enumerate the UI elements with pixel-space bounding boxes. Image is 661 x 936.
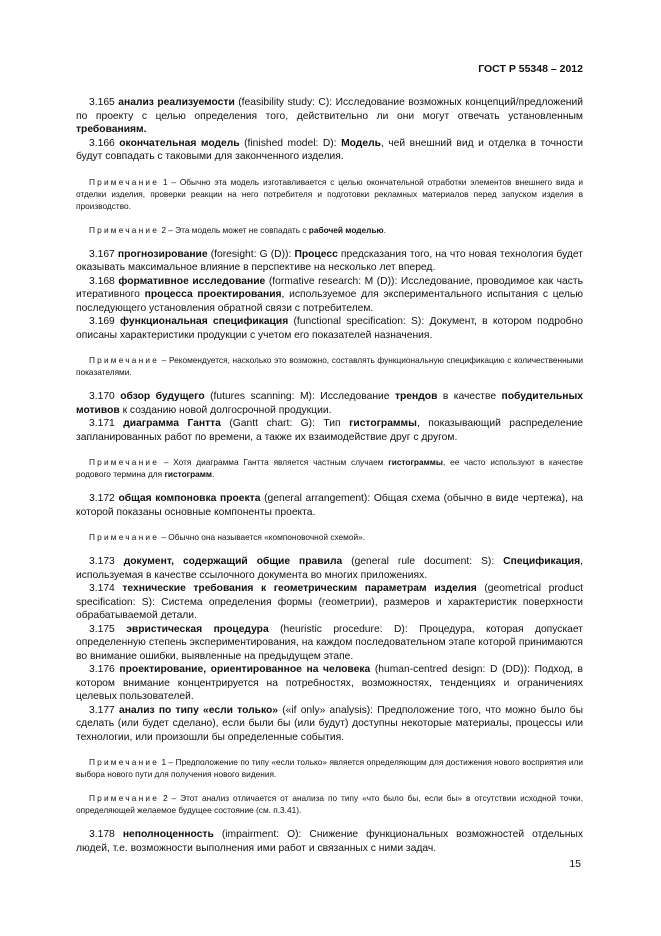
page-content	[76, 96, 583, 855]
entry-3-176: 3.176 проектирование, ориентированное на человека (human-centred design: D (DD)): Подход, в котором внимание концентрируется на потребностях, возможностях, тенденциях и ограничениях целевых пользователей.	[76, 664, 583, 702]
entry-3-177: 3.177 анализ по типу «если только» («if only» analysis): Предположение того, что можно было бы сделать (или будет сделано), если были бы (или будут) доступны некоторые материалы, процессы или технологии, или произошли бы определенные события.	[76, 704, 583, 743]
entry-3-172: 3.172 общая компоновка проекта (general arrangement): Общая схема (обычно в виде чертежа), на которой показаны основные компоненты проекта.	[76, 493, 583, 518]
entry-3-173: 3.173 документ, содержащий общие правила (general rule document: S): Спецификация, используемая в качестве ссылочного документа во многих приложениях.	[76, 556, 583, 581]
entry-3-168: 3.168 формативное исследование (formative research: M (D)): Исследование, проводимое как часть итеративного процесса проектирования, используемое для экспериментального испытания с целью последующего установления обратной связи с потребителем.	[76, 275, 583, 314]
note-7: Примечание 2 – Этот анализ отличается от анализа по типу «что было бы, если бы» в отсутствии исходной точки, определяющей желаемое будущее состояние (см. п.3.41).	[76, 793, 583, 815]
entry-3-167: 3.167 прогнозирование (foresight: G (D)): Процесс предсказания того, на что новая технология будет оказывать максимальное влияние в перспективе на несколько лет вперед.	[76, 248, 583, 273]
note-5: Примечание – Обычно она называется «компоновочной схемой».	[89, 532, 366, 542]
entry-3-166: 3.166 окончательная модель (finished model: D): Модель, чей внешний вид и отделка в точности будут совпадать с таковыми для законченного изделия.	[76, 137, 583, 162]
entry-3-170: 3.170 обзор будущего (futures scanning: M): Исследование трендов в качестве побудительных мотивов к созданию новой долгосрочной продукции.	[76, 391, 583, 416]
entry-3-171: 3.171 диаграмма Гантта (Gantt chart: G): Тип гистограммы, показывающий распределение запланированных работ по времени, а также их взаимодействие друг с другом.	[76, 418, 583, 443]
standard-header: ГОСТ Р 55348 – 2012	[478, 63, 583, 75]
entry-3-174: 3.174 технические требования к геометрическим параметрам изделия (geometrical product specification: S): Система определения формы (геометрии), размеров и характеристик поверхности обрабатываемой детали.	[76, 583, 583, 621]
note-4: Примечание – Хотя диаграмма Гантта является частным случаем гистограммы, ее часто используют в качестве родового термина для гистограмм.	[76, 457, 583, 479]
note-2: Примечание 2 – Эта модель может не совпадать с рабочей моделью.	[89, 224, 386, 235]
entry-3-169: 3.169 функциональная спецификация (functional specification: S): Документ, в котором подробно описаны характеристики продукции с учетом его показателей назначения.	[76, 316, 583, 341]
entry-3-165: 3.165 анализ реализуемости (feasibility study: C): Исследование возможных концепций/предложений по проекту с целью определения того, действительно ли они могут отвечать установленным требованиям.	[76, 97, 583, 135]
page-number: 15	[569, 858, 581, 870]
entry-3-175: 3.175 эвристическая процедура (heuristic procedure: D): Процедура, которая допускает определенную степень экспериментирования, на каждом последовательном этапе которой принимаются во внимание ошибки, выявленные на предыдущем этапе.	[76, 623, 583, 662]
note-1: Примечание 1 – Обычно эта модель изготавливается с целью окончательной отработки элементов внешнего вида и отделки изделия, проверки реакции на него потребителя и подготовки рекламных материалов перед запуском изделия в производство.	[76, 176, 583, 211]
entry-3-178: 3.178 неполноценность (impairment: O): Снижение функциональных возможностей отдельных людей, т.е. возможности выполнения ими работ и связанных с ними задач.	[76, 829, 583, 854]
note-3: Примечание – Рекомендуется, насколько это возможно, составлять функциональную спецификацию с количественными показателями.	[76, 355, 583, 377]
note-6: Примечание 1 – Предположение по типу «если только» является определяющим для достижения нового восприятия или выбора нового пути для получения нового видения.	[76, 757, 583, 779]
